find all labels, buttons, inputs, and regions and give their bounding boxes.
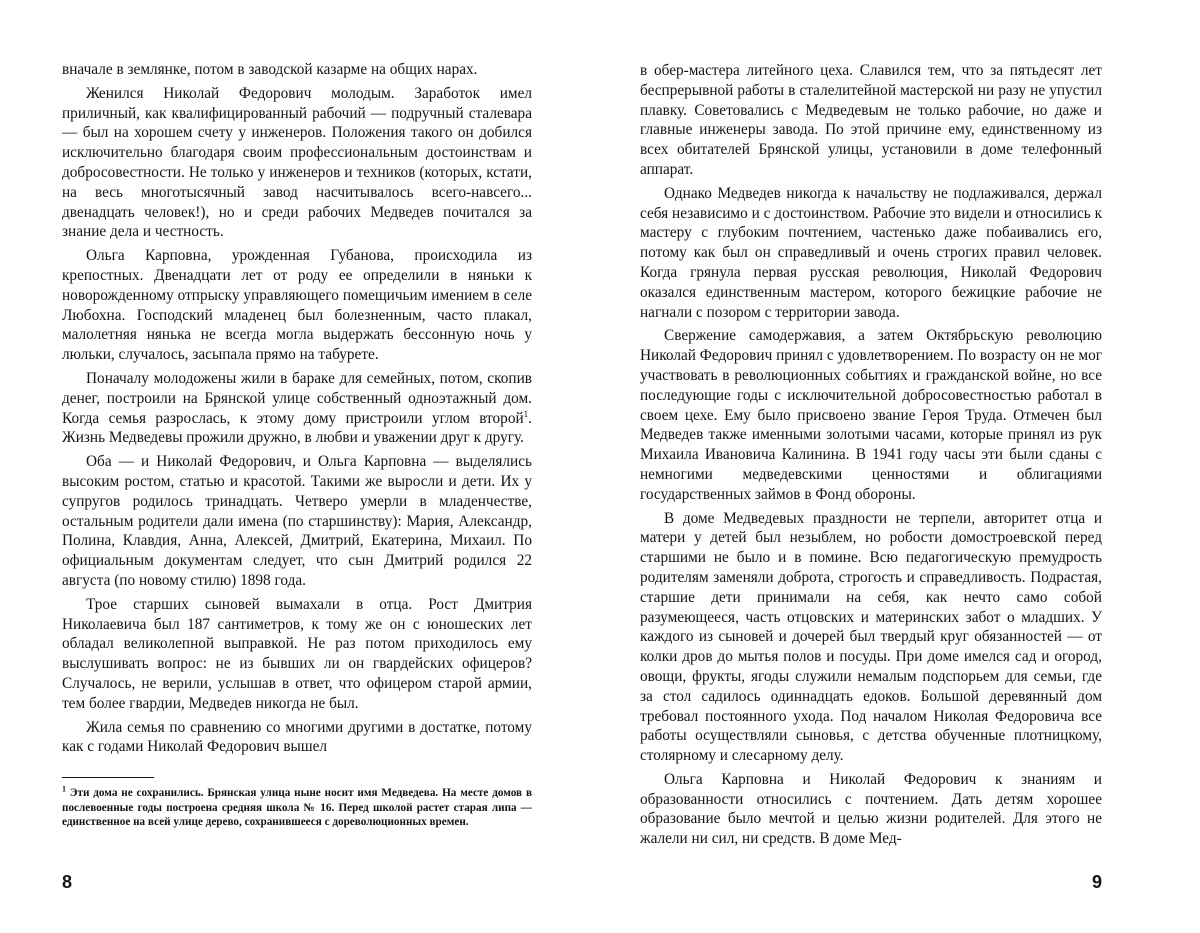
footnote-mark: 1: [62, 784, 66, 794]
footnote-divider: [62, 777, 154, 778]
paragraph: Ольга Карповна и Николай Федорович к знаниям и образованности относились с почтением. Дать детям хорошее образование было мечтой и целью жизни родителей. Для этого не жалели ни сил, ни средств. В доме Мед-: [640, 770, 1102, 848]
paragraph: Женился Николай Федорович молодым. Заработок имел приличный, как квалифицированный рабочий — подручный сталевара — был на хорошем счету у инженеров. Положения такого он добился исключительно благодаря своим профессиональным достоинствам и добросовестности. Не только у инженеров и техников (которых, кстати, на весь многотысячный завод насчитывалось всего-навсего... двенадцать человек!), но и среди рабочих Медведев почитался за знание дела и честность.: [62, 84, 532, 241]
paragraph: Оба — и Николай Федорович, и Ольга Карповна — выделялись высоким ростом, статью и красотой. Такими же выросли и дети. Их у супругов родилось тринадцать. Четверо умерли в младенчестве, остальным родители дали имена (по старшинству): Мария, Александр, Полина, Клавдия, Анна, Алексей, Дмитрий, Екатерина, Михаил. По официальным документам следует, что сын Дмитрий родился 22 августа (по новому стилю) 1898 года.: [62, 453, 532, 589]
right-page: [640, 0, 1102, 933]
paragraph-text: Поначалу молодожены жили в бараке для семейных, потом, скопив денег, построили на Брянской улице собственный одноэтажный дом. Когда семья разрослась, к этому дому пристроили углом второй: [62, 369, 532, 427]
paragraph-text-tail: . Жизнь Медведевы прожили дружно, в любви и уважении друг к другу.: [62, 409, 532, 447]
right-page-text: [640, 61, 1102, 849]
paragraph: вначале в землянке, потом в заводской казарме на общих нарах.: [62, 61, 478, 78]
footnote: [62, 786, 532, 830]
left-page: [62, 0, 532, 933]
paragraph: в обер-мастера литейного цеха. Славился тем, что за пятьдесят лет беспрерывной работы в сталелитейной мастерской ни разу не упустил плавку. Советовались с Медведевым не только рабочие, но даже и главные инженеры завода. По этой причине ему, единственному из всех обитателей Брянской улицы, установили в доме телефонный аппарат.: [640, 62, 1102, 178]
paragraph: Однако Медведев никогда к начальству не подлаживался, держал себя независимо и с достоинством. Рабочие это видели и относились к мастеру с глубоким почтением, частенько даже побаивались его, потому как был он справедливый и очень строгих правил человек. Когда грянула первая русская революция, Николай Федорович оказался единственным мастером, которого бежицкие рабочие не нагнали с позором с территории завода.: [640, 184, 1102, 321]
paragraph: Трое старших сыновей вымахали в отца. Рост Дмитрия Николаевича был 187 сантиметров, к тому же он с юношеских лет обладал великолепной выправкой. Не раз потом приходилось ему выслушивать вопрос: не из бывших ли он гвардейских офицеров? Случалось, не верили, услышав в ответ, что офицером старой армии, тем более гвардии, Медведев никогда не был.: [62, 595, 532, 712]
paragraph: Ольга Карповна, урожденная Губанова, происходила из крепостных. Двенадцати лет от роду ее определили в няньки к новорожденному отпрыску управляющего помещичьим имением в селе Любохна. Господский младенец был болезненным, часто плакал, малолетняя нянька не всегда могла выдержать бессонную ночь у люльки, случалось, засыпала прямо на табурете.: [62, 247, 532, 364]
left-page-text: [62, 60, 532, 757]
footnote-reference: 1: [523, 408, 529, 419]
paragraph: Свержение самодержавия, а затем Октябрьскую революцию Николай Федорович принял с удовлетворением. По возрасту он не мог участвовать в революционных событиях и гражданской войне, но все последующие годы с исключительной добросовестностью работал в своем цехе. Ему было присвоено звание Героя Труда. Отмечен был Медведев также именными золотыми часами, которые принял из рук Михаила Ивановича Калинина. В 1941 году часы эти были сданы с немногими медведевскими ценностями и облигациями государственных займов в Фонд обороны.: [640, 327, 1102, 503]
paragraph: [62, 369, 532, 448]
page-number: 9: [1091, 872, 1102, 892]
paragraph: Жила семья по сравнению со многими другими в достатке, потому как с годами Николай Федорович вышел: [62, 718, 532, 756]
footnote-text: Эти дома не сохранились. Брянская улица ныне носит имя Медведева. На месте домов в послевоенные годы построена средняя школа № 16. Перед школой растет старая липа — единственное на всей улице дерево, сохранившееся с дореволюционных времен.: [62, 787, 532, 829]
page-number: 8: [62, 872, 73, 892]
paragraph: В доме Медведевых праздности не терпели, авторитет отца и матери у детей был незыблем, но робости домостроевской перед старшими не было и в помине. Всю педагогическую премудрость родителям заменяли доброта, строгость и справедливость. Подрастая, старшие дети принимали на себя, как нечто само собой разумеющееся, часть отцовских и материнских забот о младших. У каждого из сыновей и дочерей был твердый круг обязанностей — от колки дров до мытья полов и посуды. При доме имелся сад и огород, овощи, фрукты, ягоды служили немалым подспорьем для семьи, где за стол садилось одиннадцать едоков. Большой деревянный дом требовал постоянного ухода. Под началом Николая Федоровича все работы осуществляли сыновья, с детства обученные плотницкому, столярному и слесарному делу.: [640, 509, 1102, 765]
